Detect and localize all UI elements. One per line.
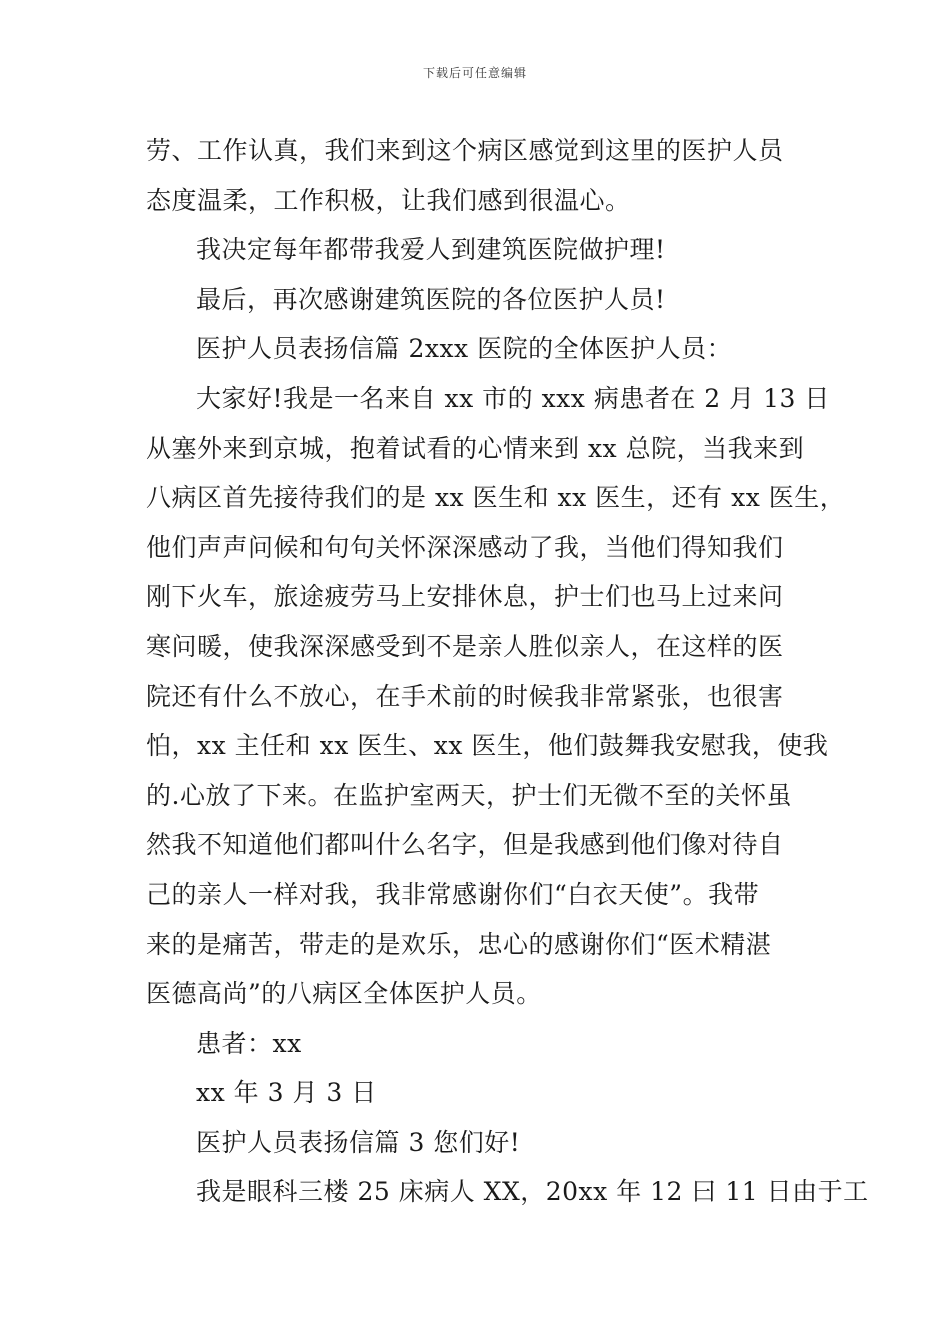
text-line: 劳、工作认真，我们来到这个病区感觉到这里的医护人员 [146, 136, 784, 165]
text-line: 医德高尚”的八病区全体医护人员。 [146, 979, 542, 1009]
text-line: 最后，再次感谢建筑医院的各位医护人员! [196, 284, 666, 314]
text-line: 怕，xx 主任和 xx 医生、xx 医生，他们鼓舞我安慰我，使我 [146, 731, 829, 761]
text-line: 刚下火车，旅途疲劳马上安排休息，护士们也马上过来问 [146, 582, 784, 612]
document-body [146, 126, 869, 1217]
section-heading-line: 医护人员表扬信篇 3 您们好! [196, 1127, 521, 1157]
text-line: 八病区首先接待我们的是 xx 医生和 xx 医生，还有 xx 医生， [146, 483, 846, 513]
text-line: 从塞外来到京城，抱着试看的心情来到 xx 总院，当我来到 [146, 433, 805, 463]
signature-line: 患者：xx [196, 1028, 302, 1058]
section-heading-line: 医护人员表扬信篇 2xxx 医院的全体医护人员： [196, 334, 733, 364]
text-line: 他们声声问候和句句关怀深深感动了我，当他们得知我们 [146, 532, 784, 562]
text-line: 我决定每年都带我爱人到建筑医院做护理! [196, 235, 666, 265]
text-line: 大家好!我是一名来自 xx 市的 xxx 病患者在 2 月 13 日 [196, 383, 830, 413]
date-line: xx 年 3 月 3 日 [196, 1078, 377, 1108]
text-line: 寒问暖，使我深深感受到不是亲人胜似亲人，在这样的医 [146, 631, 784, 661]
text-line: 来的是痛苦，带走的是欢乐，忠心的感谢你们“医术精湛 [146, 929, 772, 959]
text-line: 己的亲人一样对我，我非常感谢你们“白衣天使”。我带 [146, 879, 760, 909]
text-line: 院还有什么不放心，在手术前的时候我非常紧张，也很害 [146, 681, 784, 711]
text-line: 我是眼科三楼 25 床病人 XX，20xx 年 12 曰 11 日由于工 [196, 1177, 869, 1207]
text-line: 态度温柔，工作积极，让我们感到很温心。 [146, 185, 631, 215]
text-line: 的.心放了下来。在监护室两天，护士们无微不至的关怀虽 [146, 780, 792, 810]
header-note: 下载后可任意编辑 [422, 66, 527, 80]
text-line: 然我不知道他们都叫什么名字，但是我感到他们像对待自 [146, 830, 784, 860]
